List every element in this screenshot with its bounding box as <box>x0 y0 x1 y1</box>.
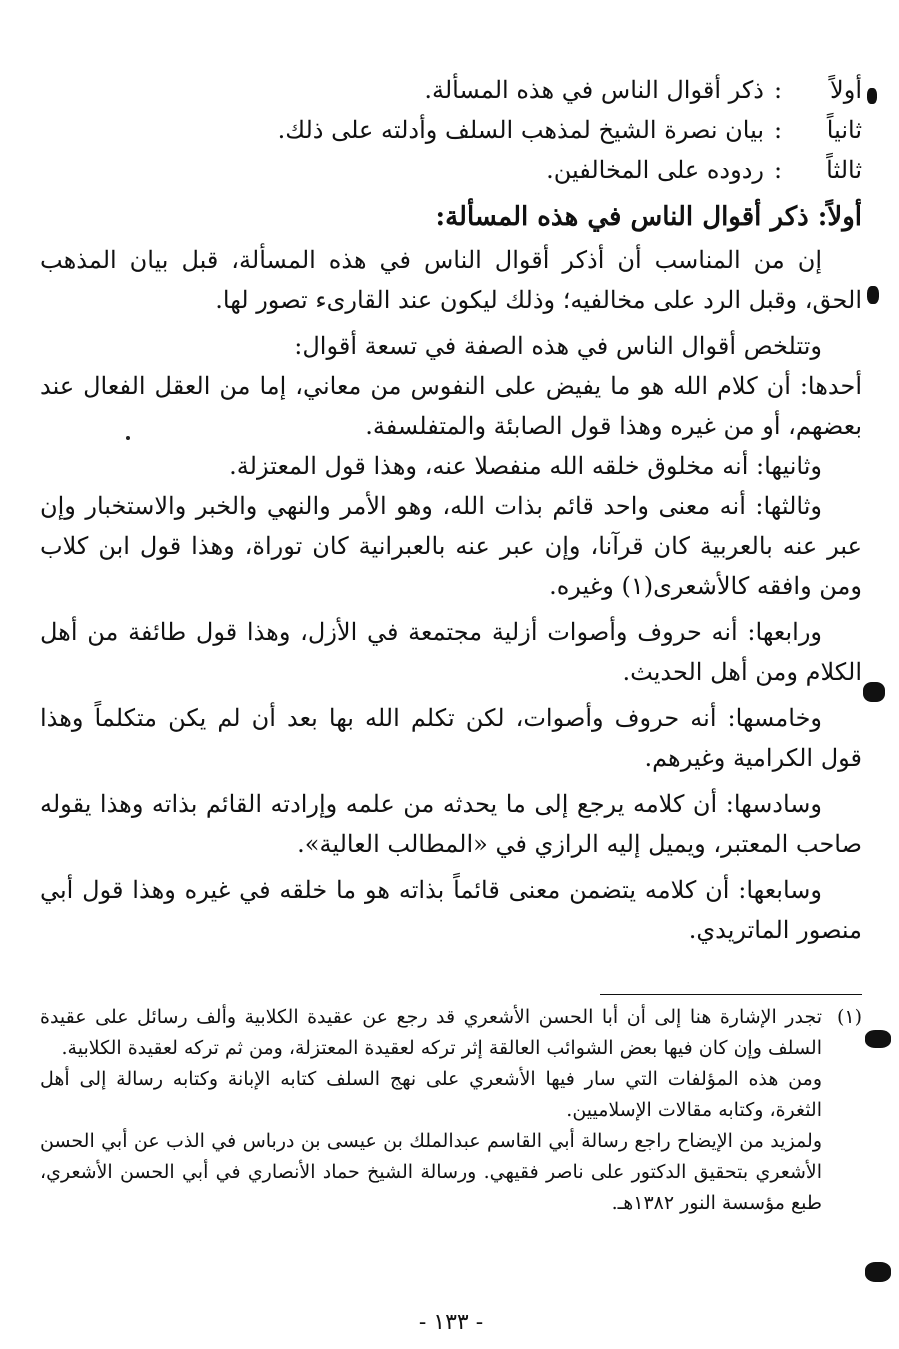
outline-item <box>40 70 862 110</box>
footnote-text: ولمزيد من الإيضاح راجع رسالة أبي القاسم عبدالملك بن عيسى بن درباس في الذب عن أبي الحسن الأشعري بتحقيق الدكتور على ناصر فقيهي. ورسالة الشيخ حماد الأنصاري في أبي الحسن الأشعري، طبع مؤسسة النور ١٣٨٢هـ. <box>40 1130 822 1214</box>
outline-text: ردوده على المخالفين. <box>546 156 764 184</box>
body-paragraph: وسادسها: أن كلامه يرجع إلى ما يحدثه من علمه وإرادته القائم بذاته وهذا يقوله صاحب المعتبر، ويميل إليه الرازي في «المطالب العالية». <box>40 790 862 858</box>
body-paragraph: وثالثها: أنه معنى واحد قائم بذات الله، وهو الأمر والنهي والخبر والاستخبار وإن عبر عنه بالعربية كان قرآنا، وإن عبر عنه بالعبرانية كان توراة، وهذا قول ابن كلاب ومن وافقه كالأشعرى(١) وغيره. <box>40 492 862 600</box>
scan-mark <box>867 286 879 304</box>
outline-text: ذكر أقوال الناس في هذه المسألة. <box>424 76 764 104</box>
footnote-text: تجدر الإشارة هنا إلى أن أبا الحسن الأشعري قد رجع عن عقيدة الكلابية وألف رسائل على عقيدة السلف وإن كان فيها بعض الشوائب العالقة إثر تركه لعقيدة المعتزلة، ومن ثم تركه لعقيدة الكلابية. <box>40 1006 822 1059</box>
outline-list <box>40 70 862 190</box>
scan-mark <box>863 682 885 702</box>
footnote-number: (١) <box>836 1006 862 1028</box>
outline-text: بيان نصرة الشيخ لمذهب السلف وأدلته على ذلك. <box>277 116 764 144</box>
outline-colon: : <box>773 156 783 184</box>
document-page <box>40 70 862 1340</box>
body-paragraph: وسابعها: أن كلامه يتضمن معنى قائماً بذاته هو ما خلقه في غيره وهذا قول أبي منصور الماتريدي. <box>40 876 862 944</box>
footnote-separator <box>600 994 862 995</box>
body-paragraph: وخامسها: أنه حروف وأصوات، لكن تكلم الله بها بعد أن لم يكن متكلماً وهذا قول الكرامية وغيرهم. <box>40 704 862 772</box>
scan-mark <box>865 1262 891 1282</box>
outline-number: ثالثاً <box>826 156 862 184</box>
body-paragraph: ورابعها: أنه حروف وأصوات أزلية مجتمعة في الأزل، وهذا قول طائفة من أهل الكلام ومن أهل الحديث. <box>40 618 862 686</box>
outline-colon: : <box>773 76 783 104</box>
scan-mark <box>867 88 877 104</box>
section-heading: أولاً: ذكر أقوال الناس في هذه المسألة: <box>435 202 862 232</box>
outline-colon: : <box>773 116 783 144</box>
page-number: - ١٣٣ - <box>418 1310 484 1335</box>
footnote-text: ومن هذه المؤلفات التي سار فيها الأشعري على نهج السلف كتابه الإبانة وكتابه رسالة إلى أهل الثغرة، وكتابه مقالات الإسلاميين. <box>40 1068 822 1121</box>
body-paragraph: إن من المناسب أن أذكر أقوال الناس في هذه المسألة، قبل بيان المذهب الحق، وقبل الرد على مخالفيه؛ وذلك ليكون عند القارىء تصور لها. <box>40 246 862 314</box>
outline-number: ثانياً <box>826 116 862 144</box>
outline-item <box>40 110 862 150</box>
body-paragraph: أحدها: أن كلام الله هو ما يفيض على النفوس من معاني، إما من العقل الفعال عند بعضهم، أو من غيره وهذا قول الصابئة والمتفلسفة. <box>40 372 862 440</box>
outline-item <box>40 150 862 190</box>
body-paragraph: وثانيها: أنه مخلوق خلقه الله منفصلا عنه، وهذا قول المعتزلة. <box>229 452 822 480</box>
body-paragraph: وتتلخص أقوال الناس في هذه الصفة في تسعة أقوال: <box>294 332 822 360</box>
footnote-item <box>40 1002 862 1064</box>
outline-number: أولاً <box>830 76 862 104</box>
scan-mark <box>865 1030 891 1048</box>
footnotes <box>40 1002 862 1219</box>
